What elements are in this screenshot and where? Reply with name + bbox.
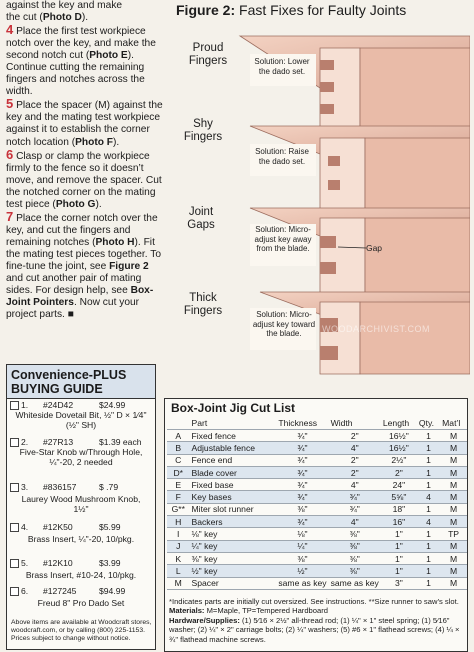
checkbox-icon[interactable] <box>10 587 19 596</box>
table-cell: ⅜" <box>276 552 328 564</box>
table-row <box>167 503 467 515</box>
guide-subtitle: BUYING GUIDE <box>11 382 103 396</box>
shy-fingers-label: Shy Fingers <box>183 118 223 143</box>
table-cell: M <box>440 503 467 515</box>
guide-header <box>7 365 155 399</box>
footnote: *Indicates parts are initially cut oversized. See instructions. **Size runner to saw’s slot. <box>169 597 459 606</box>
step-number: 5 <box>6 96 14 112</box>
table-row <box>167 454 467 466</box>
step-5: 5 Place the spacer (M) against the key and the mating test workpiece against it to establish the corner notch location (Photo F). <box>6 96 163 148</box>
table-cell: ¾" <box>329 491 381 503</box>
table-cell: ¾" <box>276 454 328 466</box>
table-cell: ¾" <box>329 503 381 515</box>
table-cell: 24" <box>381 479 417 491</box>
table-cell: ¾" <box>276 491 328 503</box>
step-7: 7 Place the corner notch over the key, and cut the fingers and remaining notches (Photo H). Fit the mating test pieces together. To fine-tune the joint, see Figure 2 and cut another pair of mating sides. For design help, see Box-Joint Pointers. Now cut your project parts. ■ <box>6 208 161 321</box>
table-cell: ¾" <box>276 430 328 442</box>
table-cell: G** <box>167 503 190 515</box>
table-cell: Backers <box>190 516 277 528</box>
materials-note: Materials: M=Maple, TP=Tempered Hardboard <box>169 606 328 616</box>
table-cell: H <box>167 516 190 528</box>
table-cell: 1 <box>417 466 440 478</box>
table-cell: M <box>440 516 467 528</box>
table-cell: B <box>167 442 190 454</box>
buying-guide: Convenience-PLUS BUYING GUIDE 1. #24D42 $24.99 Whiteside Dovetail Bit, ½" D × 1⁄4" (½" SH) 2. #27R13 $1.39 each Five-Star Knob w/Through Hole, ¼"-20, 2 needed 3. #836157 $ .79 Laurey Wood Mushroom Knob, 1½" 4. #12K50 $5.99 Brass Insert, ¼"-20, 10/pkg. 5. #12K10 $3.99 Brass Insert, #10-24, 10/pkg. 6. #127245 $94.99 Freud 8" Pro Dado Set Above items are available at Woodcraft stores, woodcraft.com, or by calling (800) 225-1153. Prices subject to change without notice. <box>6 364 156 650</box>
table-cell: ⅛" key <box>190 528 277 540</box>
checkbox-icon[interactable] <box>10 483 19 492</box>
table-cell: Spacer <box>190 577 277 589</box>
table-cell: 4" <box>329 442 381 454</box>
step-number: 4 <box>6 22 14 38</box>
proud-fingers-solution: Solution: Lower the dado set. <box>254 57 310 76</box>
thick-fingers-label: Thick Fingers <box>183 292 223 317</box>
step-number: 6 <box>6 146 14 162</box>
shy-fingers-joint <box>250 126 470 218</box>
table-row <box>167 479 467 491</box>
table-cell: 16" <box>381 516 417 528</box>
table-cell: M <box>440 430 467 442</box>
table-cell: Adjustable fence <box>190 442 277 454</box>
table-cell: K <box>167 552 190 564</box>
table-cell: ⅜" <box>329 552 381 564</box>
table-cell: ¾" <box>276 479 328 491</box>
table-cell: 1 <box>417 503 440 515</box>
guide-note: Above items are available at Woodcraft stores, woodcraft.com, or by calling (800) 225-1153. Prices subject to change without notice. <box>11 619 152 642</box>
table-cell: 2" <box>329 430 381 442</box>
joint-gaps-solution: Solution: Micro-adjust key away from the blade. <box>254 225 312 253</box>
table-row <box>167 577 467 589</box>
table-cell: ⅜" <box>329 528 381 540</box>
table-cell: 1 <box>417 442 440 454</box>
table-row <box>167 528 467 540</box>
table-cell: ¼" <box>276 540 328 552</box>
table-cell: ½" <box>276 565 328 577</box>
table-cell: C <box>167 454 190 466</box>
table-cell: M <box>440 577 467 589</box>
table-cell: M <box>440 491 467 503</box>
table-cell: same as key <box>278 578 327 589</box>
table-cell: 1 <box>417 577 440 589</box>
checkbox-icon[interactable] <box>10 438 19 447</box>
table-cell: M <box>167 577 190 589</box>
table-cell: TP <box>440 528 467 540</box>
table-cell: M <box>440 540 467 552</box>
table-cell: L <box>167 565 190 577</box>
table-cell: 1 <box>417 552 440 564</box>
table-cell: 2" <box>329 466 381 478</box>
checkbox-icon[interactable] <box>10 523 19 532</box>
hardware-note: Hardware/Supplies: (1) 5⁄16 × 2½" all-thread rod; (1) ¼" × 1" steel spring; (1) 5⁄16" washer; (2) ¼" × 2" carriage bolts; (2) ¼" washers; (5) #6 × 1" flathead screws; (4) ¼ × ¾" flathead machine screws. <box>169 615 460 644</box>
table-cell: ⅜" <box>329 565 381 577</box>
instruction-column <box>6 0 168 321</box>
proud-fingers-joint <box>240 36 470 128</box>
table-row <box>167 442 467 454</box>
table-cell: 18" <box>381 503 417 515</box>
table-row <box>167 466 467 478</box>
table-cell: Key bases <box>190 491 277 503</box>
table-cell: J <box>167 540 190 552</box>
table-row <box>167 430 467 442</box>
table-cell: ⅜" key <box>190 552 277 564</box>
table-row <box>167 565 467 577</box>
table-cell: M <box>440 552 467 564</box>
table-cell: 4 <box>417 491 440 503</box>
cut-list-title: Box-Joint Jig Cut List <box>171 401 295 415</box>
checkbox-icon[interactable] <box>10 559 19 568</box>
table-cell: Blade cover <box>190 466 277 478</box>
table-cell: same as key <box>330 578 379 589</box>
table-cell: ⅜" <box>329 540 381 552</box>
table-cell: M <box>440 479 467 491</box>
table-cell: ⅜" <box>276 503 328 515</box>
table-cell: 1 <box>417 540 440 552</box>
table-cell: M <box>440 565 467 577</box>
table-cell: Miter slot runner <box>190 503 277 515</box>
table-cell: 2½" <box>381 454 417 466</box>
table-cell: 1" <box>381 528 417 540</box>
step-6: 6 Clasp or clamp the workpiece firmly to the fence so it doesn’t move, and remove the spacer. Cut the notched corner on the mating test piece (Photo G). <box>6 146 162 210</box>
table-cell: 4 <box>417 516 440 528</box>
gap-callout: Gap <box>365 243 383 253</box>
table-cell: M <box>440 466 467 478</box>
table-cell: F <box>167 491 190 503</box>
table-cell: 4" <box>329 516 381 528</box>
table-cell: D* <box>167 466 190 478</box>
step-4: 4 Place the first test workpiece notch over the key, and make the second notch cut (Photo E). Continue cutting the remaining fingers and notches across the width. <box>6 22 156 98</box>
table-cell: 1" <box>381 540 417 552</box>
table-cell: E <box>167 479 190 491</box>
cut-list-footnotes <box>169 597 465 644</box>
table-cell: ¾" <box>276 466 328 478</box>
cut-list-table <box>167 417 467 590</box>
table-cell: M <box>440 442 467 454</box>
table-cell: 1 <box>417 430 440 442</box>
cut-list <box>164 398 468 652</box>
table-row <box>167 516 467 528</box>
table-cell: 2" <box>381 466 417 478</box>
table-cell: 5⅝" <box>381 491 417 503</box>
thick-fingers-solution: Solution: Micro-adjust key toward the blade. <box>252 310 316 338</box>
table-cell: M <box>440 454 467 466</box>
intro-text: against the key and make the cut (Photo D). <box>6 0 123 24</box>
table-cell: 1 <box>417 528 440 540</box>
table-cell: 16½" <box>381 430 417 442</box>
watermark: WOODARCHIVIST.COM <box>322 324 431 334</box>
table-cell: 1 <box>417 454 440 466</box>
table-cell: 1 <box>417 479 440 491</box>
checkbox-icon[interactable] <box>10 401 19 410</box>
table-cell: A <box>167 430 190 442</box>
table-cell: ⅛" <box>276 528 328 540</box>
table-row <box>167 552 467 564</box>
proud-fingers-label: Proud Fingers <box>188 42 228 67</box>
guide-title: Convenience-PLUS <box>11 368 127 382</box>
table-cell: 4" <box>329 479 381 491</box>
table-cell: 1 <box>417 565 440 577</box>
table-cell: ¼" key <box>190 540 277 552</box>
table-cell: ¾" <box>276 516 328 528</box>
table-cell: Fixed base <box>190 479 277 491</box>
table-header-row: Part Thickness Width Length Qty. Mat’l <box>167 417 467 430</box>
table-cell: ½" key <box>190 565 277 577</box>
shy-fingers-solution: Solution: Raise the dado set. <box>255 147 309 166</box>
joint-gaps-joint <box>250 208 470 300</box>
table-cell: 2" <box>329 454 381 466</box>
step-number: 7 <box>6 208 14 224</box>
table-cell: 1" <box>381 552 417 564</box>
table-row <box>167 491 467 503</box>
table-row <box>167 540 467 552</box>
table-cell: I <box>167 528 190 540</box>
table-cell: 3" <box>381 577 417 589</box>
table-cell: Fixed fence <box>190 430 277 442</box>
table-cell: 16½" <box>381 442 417 454</box>
table-cell: 1" <box>381 565 417 577</box>
table-cell: Fence end <box>190 454 277 466</box>
table-cell: ¾" <box>276 442 328 454</box>
joint-gaps-label: Joint Gaps <box>187 206 215 231</box>
figure-title: Figure 2: Fast Fixes for Faulty Joints <box>176 2 407 18</box>
